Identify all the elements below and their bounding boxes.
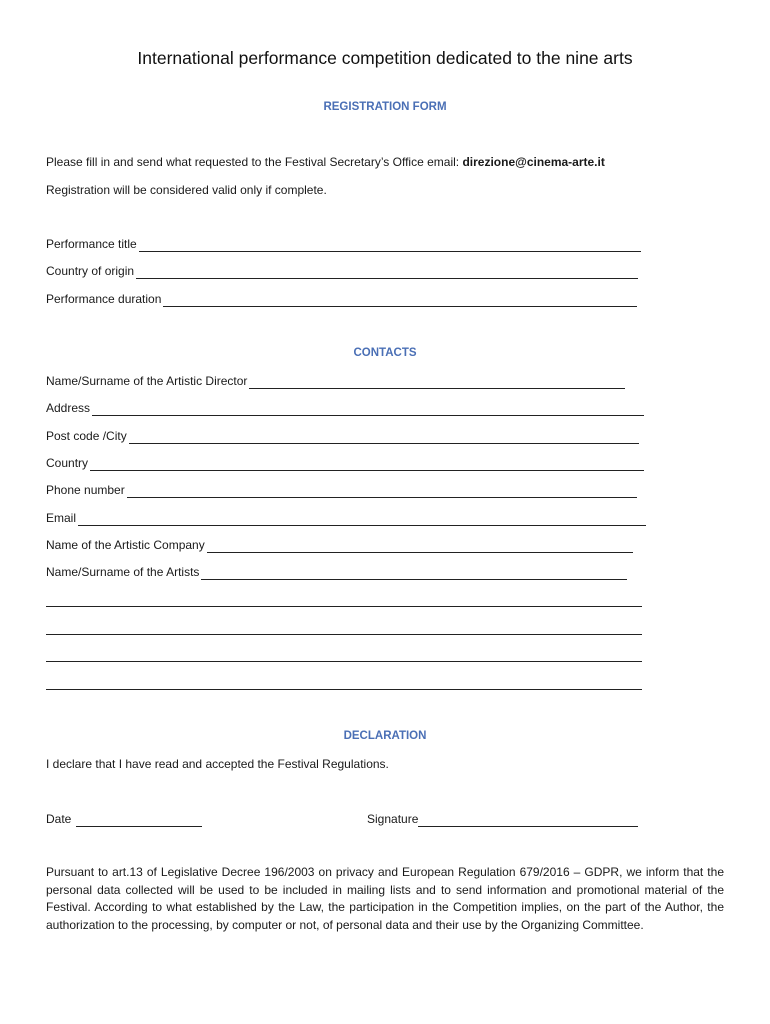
post-code-city-input-line[interactable] bbox=[129, 431, 639, 444]
country-of-origin-input-line[interactable] bbox=[136, 266, 638, 279]
country-of-origin-field[interactable] bbox=[46, 263, 638, 279]
artistic-director-input-line[interactable] bbox=[249, 376, 625, 389]
privacy-notice: Pursuant to art.13 of Legislative Decree 196/2003 on privacy and European Regulation 679/2016 – GDPR, we inform that the personal data collected will be used to be included in mailing lists and to send information and promotional material of the Festival. According to what established by the Law, the participation in the Competition implies, on the part of the Author, the authorization to the processing, by computer or not, of personal data and their use by the Organizing Committee. bbox=[46, 865, 724, 932]
field-label: Performance duration bbox=[46, 292, 162, 306]
registration-form-heading: REGISTRATION FORM bbox=[323, 101, 447, 113]
country-input-line[interactable] bbox=[90, 458, 644, 471]
artists-names-input-line[interactable] bbox=[201, 567, 627, 580]
field-label: Country of origin bbox=[46, 264, 135, 278]
phone-number-field[interactable] bbox=[46, 482, 637, 498]
field-label: Name of the Artistic Company bbox=[46, 538, 205, 552]
artistic-company-input-line[interactable] bbox=[207, 540, 633, 553]
performance-duration-field[interactable] bbox=[46, 291, 637, 307]
email-input-line[interactable] bbox=[78, 513, 646, 526]
address-input-line[interactable] bbox=[92, 403, 644, 416]
page-title: International performance competition dedicated to the nine arts bbox=[137, 48, 633, 68]
artists-extra-line-4[interactable] bbox=[46, 689, 642, 690]
artists-names-field[interactable] bbox=[46, 564, 627, 580]
date-field[interactable] bbox=[46, 811, 202, 827]
country-field[interactable] bbox=[46, 455, 644, 471]
address-field[interactable] bbox=[46, 400, 644, 416]
artists-extra-line-1[interactable] bbox=[46, 606, 642, 607]
field-label: Signature bbox=[367, 812, 419, 826]
contact-email: direzione@cinema-arte.it bbox=[462, 155, 605, 169]
field-label: Address bbox=[46, 401, 91, 415]
field-label: Name/Surname of the Artistic Director bbox=[46, 374, 248, 388]
performance-duration-input-line[interactable] bbox=[163, 294, 637, 307]
date-input-line[interactable] bbox=[76, 814, 202, 827]
intro-line-1 bbox=[46, 154, 605, 170]
declaration-text: I declare that I have read and accepted the Festival Regulations. bbox=[46, 757, 389, 771]
intro-text: Please fill in and send what requested to the Festival Secretary’s Office email: bbox=[46, 155, 463, 169]
field-label: Country bbox=[46, 456, 89, 470]
signature-field[interactable] bbox=[367, 811, 638, 827]
artistic-director-field[interactable] bbox=[46, 373, 625, 389]
artists-extra-line-2[interactable] bbox=[46, 634, 642, 635]
signature-input-line[interactable] bbox=[418, 814, 638, 827]
field-label: Date bbox=[46, 812, 72, 826]
artistic-company-field[interactable] bbox=[46, 537, 633, 553]
field-label: Name/Surname of the Artists bbox=[46, 565, 200, 579]
contacts-heading: CONTACTS bbox=[353, 347, 417, 359]
email-field[interactable] bbox=[46, 510, 646, 526]
intro-line-2: Registration will be considered valid only if complete. bbox=[46, 183, 327, 197]
phone-number-input-line[interactable] bbox=[127, 485, 637, 498]
performance-title-field[interactable] bbox=[46, 236, 641, 252]
field-label: Phone number bbox=[46, 483, 125, 497]
post-code-city-field[interactable] bbox=[46, 428, 639, 444]
field-label: Post code /City bbox=[46, 429, 127, 443]
field-label: Performance title bbox=[46, 237, 137, 251]
artists-extra-line-3[interactable] bbox=[46, 661, 642, 662]
declaration-heading: DECLARATION bbox=[343, 730, 427, 742]
field-label: Email bbox=[46, 511, 77, 525]
performance-title-input-line[interactable] bbox=[139, 239, 641, 252]
